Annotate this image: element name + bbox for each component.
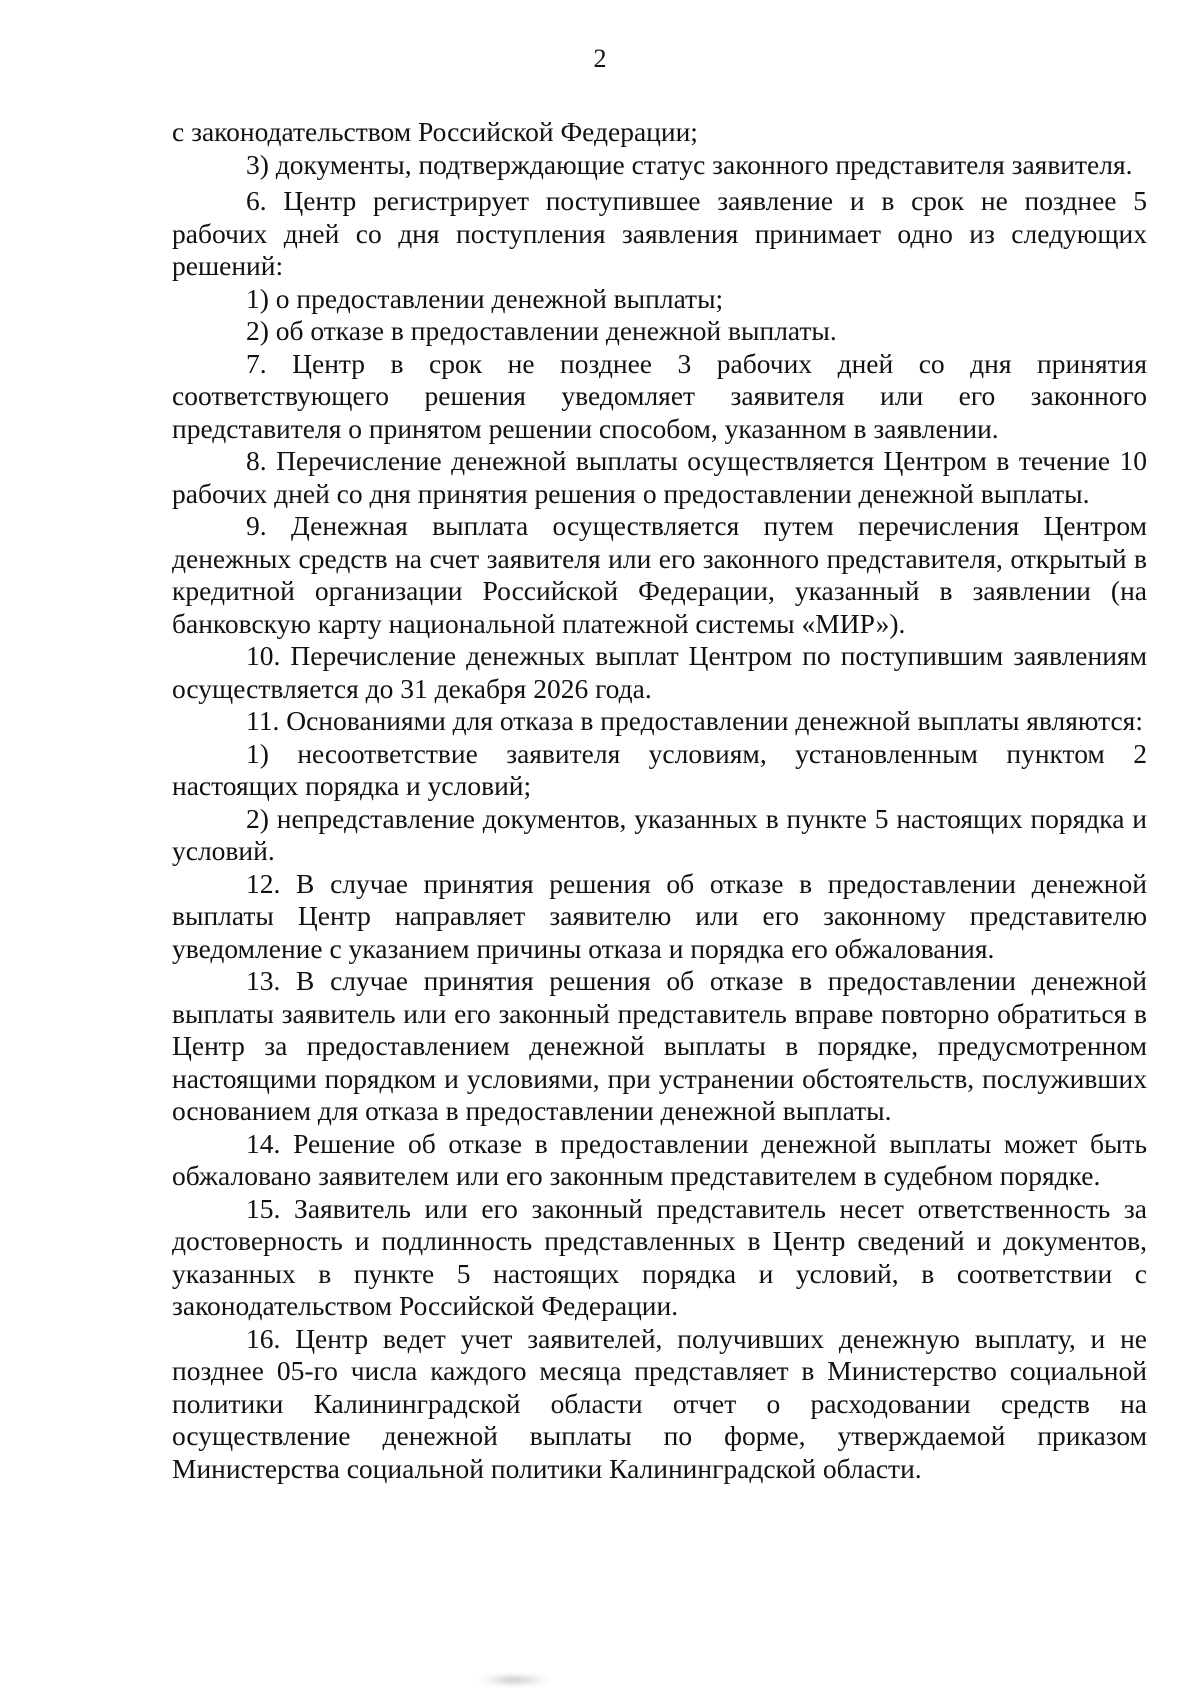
list-item-2-decision: 2) об отказе в предоставлении денежной выплаты. [246, 315, 837, 346]
clause-8: 8. Перечисление денежной выплаты осуществляется Центром в течение 10 рабочих дней со дня принятия решения о предоставлении денежной выплаты. [172, 445, 1147, 509]
list-item-2-refusal: 2) непредставление документов, указанных в пункте 5 настоящих порядка и условий. [172, 802, 1147, 866]
list-item-3-documents: 3) документы, подтверждающие статус законного представителя заявителя. [246, 148, 1133, 180]
paragraph-continuation: с законодательством Российской Федерации; [172, 116, 698, 147]
list-item-1-refusal: 1) несоответствие заявителя условиям, установленным пунктом 2 настоящих порядка и условий; [172, 737, 1147, 801]
clause-7: 7. Центр в срок не позднее 3 рабочих дней со дня принятия соответствующего решения уведомляет заявителя или его законного представителя о принятом решении способом, указанном в заявлении. [172, 347, 1147, 444]
clause-15: 15. Заявитель или его законный представитель несет ответственность за достоверность и подлинность представленных в Центр сведений и документов, указанных в пункте 5 настоящих порядка и условий, в соответствии с законодательством Российской Федерации. [172, 1192, 1147, 1321]
clause-10: 10. Перечисление денежных выплат Центром по поступившим заявлениям осуществляется до 31 декабря 2026 года. [172, 640, 1147, 704]
scan-mark [478, 1672, 550, 1688]
clause-12: 12. В случае принятия решения об отказе в предоставлении денежной выплаты Центр направляет заявителю или его законному представителю уведомление с указанием причины отказа и порядка его обжалования. [172, 867, 1147, 964]
list-item-1-decision: 1) о предоставлении денежной выплаты; [246, 282, 724, 314]
clause-13: 13. В случае принятия решения об отказе в предоставлении денежной выплаты заявитель или его законный представитель вправе повторно обратиться в Центр за предоставлением денежной выплаты в порядке, предусмотренном настоящими порядком и условиями, при устранении обстоятельств, послуживших основанием для отказа в предоставлении денежной выплаты. [172, 965, 1147, 1126]
page-number: 2 [593, 44, 607, 73]
clause-9: 9. Денежная выплата осуществляется путем перечисления Центром денежных средств на счет заявителя или его законного представителя, открытый в кредитной организации Российской Федерации, указанный в заявлении (на банковскую карту национальной платежной системы «МИР»). [172, 510, 1147, 639]
clause-14: 14. Решение об отказе в предоставлении денежной выплаты может быть обжаловано заявителем или его законным представителем в судебном порядке. [172, 1127, 1147, 1191]
clause-6: 6. Центр регистрирует поступившее заявление и в срок не позднее 5 рабочих дней со дня поступления заявления принимает одно из следующих решений: [172, 185, 1147, 281]
document-body [172, 116, 1147, 1485]
clause-16: 16. Центр ведет учет заявителей, получивших денежную выплату, и не позднее 05-го числа каждого месяца представляет в Министерство социальной политики Калининградской области отчет о расходовании средств на осуществление денежной выплаты по форме, утверждаемой приказом Министерства социальной политики Калининградской области. [172, 1322, 1147, 1484]
clause-11: 11. Основаниями для отказа в предоставлении денежной выплаты являются: [246, 705, 1143, 736]
